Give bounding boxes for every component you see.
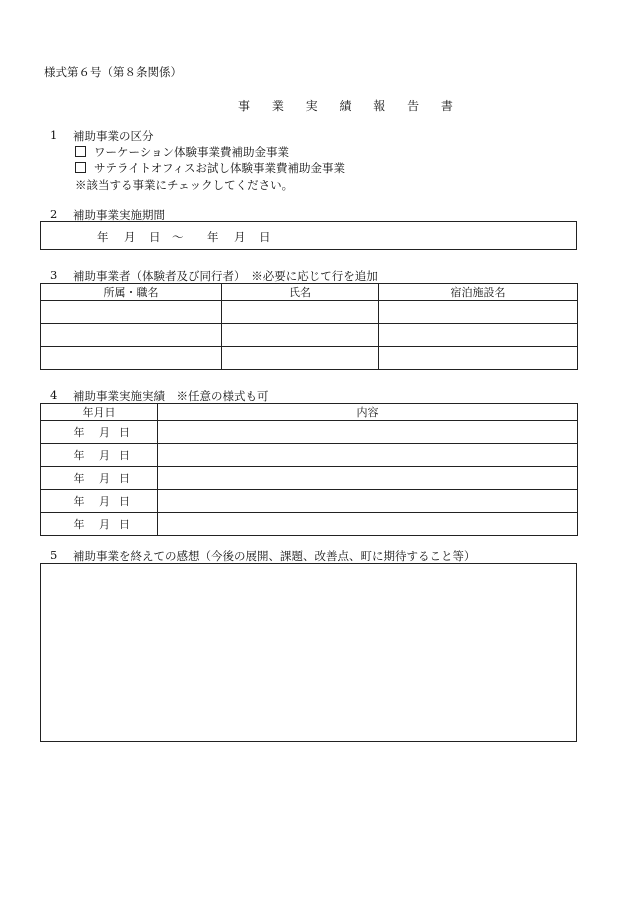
participants-header-row bbox=[41, 284, 578, 301]
period-start-day: 日 bbox=[149, 230, 161, 244]
activity-header-row bbox=[41, 404, 578, 421]
section1-note: ※該当する事業にチェックしてください。 bbox=[75, 178, 294, 192]
year-label: 年 bbox=[73, 495, 85, 508]
period-start-month: 月 bbox=[124, 230, 136, 244]
option-workation[interactable] bbox=[75, 144, 289, 160]
section4-heading: 補助事業実施実績 ※任意の様式も可 bbox=[73, 389, 269, 403]
content-cell[interactable] bbox=[158, 421, 578, 444]
name-cell[interactable] bbox=[222, 301, 379, 324]
year-label: 年 bbox=[73, 449, 85, 462]
year-label: 年 bbox=[73, 426, 85, 439]
section5-number: 5 bbox=[50, 548, 58, 562]
day-label: 日 bbox=[119, 449, 130, 462]
period-end-month: 月 bbox=[234, 230, 246, 244]
table-row bbox=[41, 347, 578, 370]
participants-table bbox=[40, 283, 578, 370]
date-cell[interactable] bbox=[41, 421, 158, 444]
content-cell[interactable] bbox=[158, 513, 578, 536]
day-label: 日 bbox=[119, 472, 130, 485]
table-row bbox=[41, 421, 578, 444]
section2-number: 2 bbox=[50, 207, 58, 221]
option-satellite-office-label: サテライトオフィスお試し体験事業費補助金事業 bbox=[94, 161, 346, 175]
date-cell[interactable] bbox=[41, 444, 158, 467]
month-label: 月 bbox=[99, 426, 110, 439]
period-end-year: 年 bbox=[207, 230, 219, 244]
period-end-day: 日 bbox=[259, 230, 271, 244]
period-field[interactable] bbox=[40, 221, 577, 250]
column-header-lodging: 宿泊施設名 bbox=[379, 284, 578, 301]
period-separator: 〜 bbox=[172, 230, 184, 244]
section1-number: 1 bbox=[50, 128, 58, 142]
section1-heading: 補助事業の区分 bbox=[73, 129, 154, 143]
day-label: 日 bbox=[119, 518, 130, 531]
table-row bbox=[41, 324, 578, 347]
name-cell[interactable] bbox=[222, 324, 379, 347]
page-title: 事 業 実 績 報 告 書 bbox=[238, 99, 462, 113]
date-cell[interactable] bbox=[41, 467, 158, 490]
option-workation-label: ワーケーション体験事業費補助金事業 bbox=[94, 145, 290, 159]
checkbox-workation[interactable] bbox=[75, 146, 86, 157]
column-header-name: 氏名 bbox=[222, 284, 379, 301]
content-cell[interactable] bbox=[158, 467, 578, 490]
lodging-cell[interactable] bbox=[379, 324, 578, 347]
name-cell[interactable] bbox=[222, 347, 379, 370]
month-label: 月 bbox=[99, 472, 110, 485]
column-header-content: 内容 bbox=[158, 404, 578, 421]
content-cell[interactable] bbox=[158, 490, 578, 513]
activity-table bbox=[40, 403, 578, 536]
date-cell[interactable] bbox=[41, 490, 158, 513]
table-row bbox=[41, 513, 578, 536]
day-label: 日 bbox=[119, 495, 130, 508]
column-header-affiliation: 所属・職名 bbox=[41, 284, 222, 301]
section4-number: 4 bbox=[50, 388, 58, 402]
period-start-year: 年 bbox=[97, 230, 109, 244]
section3-number: 3 bbox=[50, 268, 58, 282]
option-satellite-office[interactable] bbox=[75, 160, 345, 176]
affiliation-cell[interactable] bbox=[41, 324, 222, 347]
year-label: 年 bbox=[73, 518, 85, 531]
section3-heading: 補助事業者（体験者及び同行者） ※必要に応じて行を追加 bbox=[73, 269, 378, 283]
month-label: 月 bbox=[99, 449, 110, 462]
content-cell[interactable] bbox=[158, 444, 578, 467]
date-cell[interactable] bbox=[41, 513, 158, 536]
year-label: 年 bbox=[73, 472, 85, 485]
month-label: 月 bbox=[99, 518, 110, 531]
section2-heading: 補助事業実施期間 bbox=[73, 208, 165, 222]
affiliation-cell[interactable] bbox=[41, 347, 222, 370]
table-row bbox=[41, 301, 578, 324]
column-header-date: 年月日 bbox=[41, 404, 158, 421]
lodging-cell[interactable] bbox=[379, 347, 578, 370]
lodging-cell[interactable] bbox=[379, 301, 578, 324]
section5-heading: 補助事業を終えての感想（今後の展開、課題、改善点、町に期待すること等） bbox=[73, 549, 476, 563]
table-row bbox=[41, 444, 578, 467]
impressions-textarea[interactable] bbox=[40, 563, 577, 742]
table-row bbox=[41, 490, 578, 513]
form-number: 様式第６号（第８条関係） bbox=[44, 65, 182, 79]
checkbox-satellite-office[interactable] bbox=[75, 162, 86, 173]
month-label: 月 bbox=[99, 495, 110, 508]
affiliation-cell[interactable] bbox=[41, 301, 222, 324]
day-label: 日 bbox=[119, 426, 130, 439]
table-row bbox=[41, 467, 578, 490]
